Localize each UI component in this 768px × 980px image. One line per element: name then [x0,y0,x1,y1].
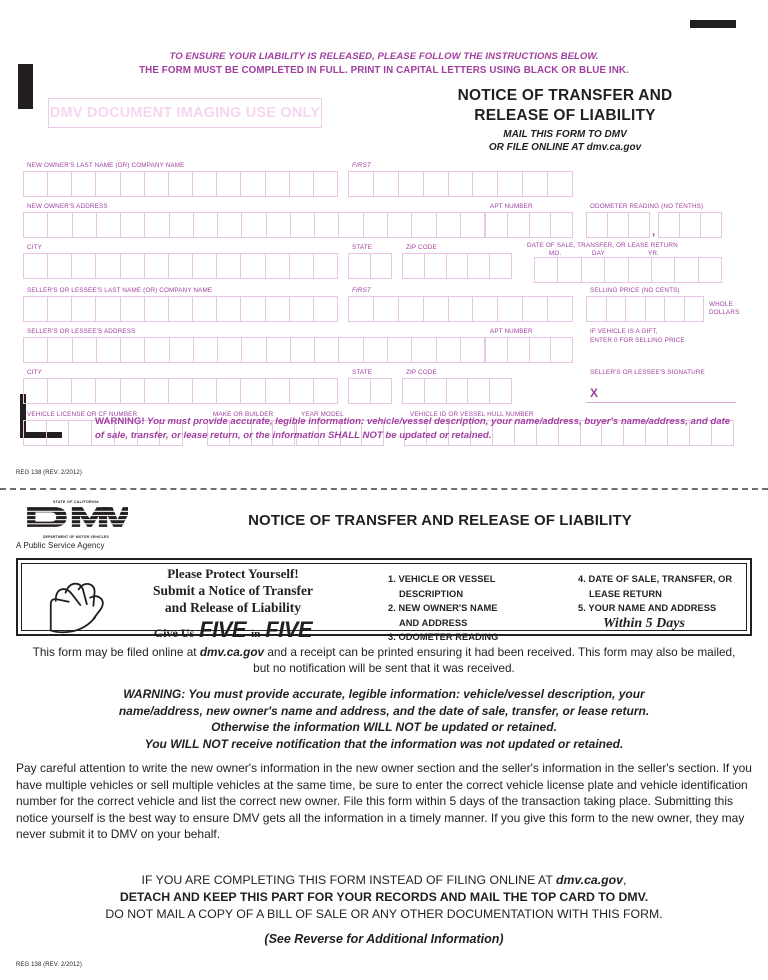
warning-para-line-2: name/address, new owner's name and address, and the date of sale, transfer, or lease return. [118,703,650,718]
subtitle-online [390,141,740,154]
field-cell[interactable] [467,378,489,404]
field-cell[interactable] [348,296,373,322]
field-cell[interactable] [446,253,468,279]
instruction-line-2: THE FORM MUST BE COMPLETED IN FULL. PRINT IN CAPITAL LETTERS USING BLACK OR BLUE INK. [139,65,629,76]
field-cell[interactable] [313,296,338,322]
field-cell[interactable] [446,378,468,404]
field-new-owner-state[interactable] [348,253,392,279]
field-seller-first[interactable] [348,296,573,322]
field-cell[interactable] [507,337,529,363]
label-odometer-reading: ODOMETER READING (NO TENTHS) [590,203,704,210]
field-seller-city[interactable] [23,378,338,404]
label-buyer-city: CITY [27,244,42,251]
label-date-mo: MO. [549,250,562,257]
field-cell[interactable] [607,212,628,238]
open-hand-icon [36,576,118,634]
label-date-yr: YR. [648,250,659,257]
field-cell[interactable] [547,171,573,197]
dmv-wordmark-icon [24,504,128,530]
field-cell[interactable] [497,296,522,322]
field-cell[interactable] [529,212,551,238]
field-cell[interactable] [398,171,423,197]
warning-paragraph [28,686,740,752]
title-line-1: NOTICE OF TRANSFER AND [457,87,673,104]
label-vehicle-id: VEHICLE ID OR VESSEL HULL NUMBER [410,411,534,418]
field-cell[interactable] [645,296,665,322]
field-cell[interactable] [72,337,96,363]
field-cell[interactable] [684,296,705,322]
field-cell[interactable] [241,212,265,238]
field-cell[interactable] [266,212,290,238]
field-cell[interactable] [338,212,362,238]
field-cell[interactable] [168,296,192,322]
field-cell[interactable] [424,378,446,404]
in-word: in [251,628,261,640]
label-gift-note-line1: IF VEHICLE IS A GIFT, [590,328,658,335]
logo-state-text: STATE OF CALIFORNIA [52,500,100,504]
field-cell[interactable] [651,257,674,283]
instruction-line-1: TO ENSURE YOUR LIABILITY IS RELEASED, PLEASE FOLLOW THE INSTRUCTIONS BELOW. [169,51,599,62]
field-cell[interactable] [348,253,370,279]
field-cell[interactable] [23,212,47,238]
label-seller-city: CITY [27,369,42,376]
see-reverse-note: (See Reverse for Additional Information) [264,932,504,946]
field-cell[interactable] [144,171,168,197]
field-cell[interactable] [168,253,192,279]
field-cell[interactable] [460,337,485,363]
field-cell[interactable] [485,337,507,363]
list-item: 1. VEHICLE OR VESSEL [388,574,496,584]
detach-line-3: DO NOT MAIL A COPY OF A BILL OF SALE OR ANY OTHER DOCUMENTATION WITH THIS FORM. [105,907,663,921]
label-year-model: YEAR MODEL [301,411,344,418]
field-cell[interactable] [485,212,507,238]
field-cell[interactable] [71,378,95,404]
field-seller-zip[interactable] [402,378,512,404]
label-date-of-sale: DATE OF SALE, TRANSFER, OR LEASE RETURN [527,242,678,249]
label-apt-number-seller: APT NUMBER [490,328,533,335]
field-seller-signature[interactable] [586,402,736,403]
field-cell[interactable] [216,296,240,322]
field-cell[interactable] [402,378,424,404]
label-selling-price: SELLING PRICE (NO CENTS) [590,287,680,294]
field-cell[interactable] [120,253,144,279]
field-cell[interactable] [348,171,373,197]
protect-line-2: Submit a Notice of Transfer [153,583,313,598]
label-gift-note-line2: ENTER 0 FOR SELLING PRICE [590,337,685,344]
field-cell[interactable] [411,337,435,363]
field-cell[interactable] [507,212,529,238]
field-new-owner-last-name[interactable] [23,171,338,197]
list-item: 2. NEW OWNER'S NAME [388,603,498,613]
signature-x-mark: X [590,386,599,400]
field-cell[interactable] [522,171,547,197]
field-cell[interactable] [95,171,119,197]
logo-agency-text: A Public Service Agency [16,541,105,550]
field-cell[interactable] [497,171,522,197]
field-cell[interactable] [679,212,700,238]
list-item: LEASE RETURN [589,588,662,599]
field-cell[interactable] [144,378,168,404]
field-cell[interactable] [547,296,573,322]
field-cell[interactable] [46,420,69,446]
online-para-part1: This form may be filed online at [32,645,200,659]
field-cell[interactable] [217,337,241,363]
list-item: DESCRIPTION [399,588,464,599]
label-seller-state: STATE [352,369,373,376]
field-cell[interactable] [23,296,47,322]
field-odometer-units[interactable] [658,212,722,238]
field-cell[interactable] [448,171,473,197]
field-cell[interactable] [266,337,290,363]
online-para-part2: and a receipt can be printed ensuring it had been received. This form may also be mailed, but no notification will be sent that it was received. [253,645,736,675]
online-filing-paragraph [28,644,740,676]
field-selling-price[interactable] [586,296,704,322]
dmv-website-link-detach[interactable]: dmv.ca.gov [556,873,624,887]
field-cell[interactable] [289,378,313,404]
label-seller-last-name: SELLER'S OR LESSEE'S LAST NAME (OR) COMPANY NAME [27,287,213,294]
bottom-sheet-title: NOTICE OF TRANSFER AND RELEASE OF LIABILITY [248,512,632,529]
field-cell[interactable] [193,337,217,363]
field-cell[interactable] [144,253,168,279]
field-cell[interactable] [216,253,240,279]
top-card-title-block [390,86,740,154]
label-seller-zip: ZIP CODE [406,369,437,376]
field-new-owner-first[interactable] [348,171,573,197]
label-date-day: DAY [592,250,605,257]
detach-line1-suffix: , [623,873,627,887]
field-new-owner-city[interactable] [23,253,338,279]
field-cell[interactable] [436,212,460,238]
dmv-logo [16,500,134,550]
field-cell[interactable] [192,296,216,322]
field-cell[interactable] [628,212,650,238]
label-new-owner-first: FIRST [352,162,371,169]
protect-line-3: and Release of Liability [164,600,302,615]
field-cell[interactable] [423,171,448,197]
field-seller-apt[interactable] [485,337,573,363]
field-cell[interactable] [290,212,314,238]
field-cell[interactable] [628,257,651,283]
dmv-imaging-use-box [48,98,322,128]
field-cell[interactable] [586,212,607,238]
title-line-2: RELEASE OF LIABILITY [474,107,656,124]
protect-yourself-message [118,566,348,643]
field-cell[interactable] [192,171,216,197]
field-cell[interactable] [71,296,95,322]
detach-line1-prefix: IF YOU ARE COMPLETING THIS FORM INSTEAD OF FILING ONLINE AT [141,873,557,887]
field-cell[interactable] [290,337,314,363]
field-cell[interactable] [586,296,606,322]
field-cell[interactable] [240,296,264,322]
field-cell[interactable] [460,212,485,238]
field-cell[interactable] [47,378,71,404]
field-cell[interactable] [557,257,580,283]
field-cell[interactable] [216,171,240,197]
field-cell[interactable] [604,257,627,283]
field-cell[interactable] [370,253,393,279]
field-cell[interactable] [193,212,217,238]
field-cell[interactable] [265,171,289,197]
field-date-of-sale[interactable] [534,257,722,283]
field-cell[interactable] [169,337,193,363]
field-new-owner-zip[interactable] [402,253,512,279]
field-cell[interactable] [625,296,645,322]
field-cell[interactable] [23,253,47,279]
field-seller-state[interactable] [348,378,392,404]
field-cell[interactable] [216,378,240,404]
field-cell[interactable] [700,212,722,238]
field-cell[interactable] [698,257,722,283]
field-cell[interactable] [313,253,338,279]
give-us-five-in-five [118,617,348,643]
field-cell[interactable] [550,212,573,238]
list-item: AND ADDRESS [399,617,468,628]
field-cell[interactable] [370,378,393,404]
field-cell[interactable] [168,378,192,404]
field-cell[interactable] [522,296,547,322]
field-cell[interactable] [47,337,71,363]
instructions-body-paragraph: Pay careful attention to write the new owner's information in the new owner section and the seller's information in the seller's section. If you have multiple vehicles or sell multiple vehicles at the same time, be sure to enter the correct vehicle license plate and vehicle identification number for the correct vehicle and list the correct new owner. File this form within 5 days of the transaction taking place. Submitting this notice yourself is the best way to ensure DMV gets all the information in a timely manner. If you give this form to the new owner, they may never submit it to DMV on your behalf. [16,761,752,841]
field-cell[interactable] [240,171,264,197]
field-cell[interactable] [95,378,119,404]
five-items-left-column [388,572,568,645]
field-cell[interactable] [289,296,313,322]
warning-label: WARNING! [95,416,145,427]
field-cell[interactable] [424,253,446,279]
label-whole-dollars-line1: WHOLE [709,301,733,308]
field-cell[interactable] [217,212,241,238]
field-cell[interactable] [68,420,91,446]
field-cell[interactable] [436,337,460,363]
label-make-or-builder: MAKE OR BUILDER [213,411,274,418]
field-cell[interactable] [664,296,684,322]
field-cell[interactable] [338,337,362,363]
subtitle-online-prefix: OR FILE ONLINE AT [488,142,587,153]
field-cell[interactable] [71,253,95,279]
detach-instructions [16,872,752,923]
list-item: 3. ODOMETER READING [388,632,499,642]
warning-para-line-3: Otherwise the information WILL NOT be updated or retained. [211,720,557,734]
dmv-website-link-body[interactable]: dmv.ca.gov [199,645,265,659]
field-cell[interactable] [363,212,387,238]
field-cell[interactable] [489,253,512,279]
field-cell[interactable] [240,253,264,279]
five-word-first: FIVE [199,617,247,642]
field-cell[interactable] [144,337,168,363]
transfer-form-card [0,158,768,420]
detach-line-2: DETACH AND KEEP THIS PART FOR YOUR RECORDS AND MAIL THE TOP CARD TO DMV. [119,890,649,904]
list-item: 5. YOUR NAME AND ADDRESS [578,603,717,613]
field-cell[interactable] [95,296,119,322]
warning-para-line-4: You WILL NOT receive notification that the information was not updated or retained. [144,736,624,751]
field-cell[interactable] [168,171,192,197]
label-vehicle-license: VEHICLE LICENSE OR CF NUMBER [27,411,138,418]
warning-para-line-1: WARNING: You must provide accurate, legible information: vehicle/vessel description, your [123,687,645,701]
field-cell[interactable] [23,378,47,404]
logo-department-text: DEPARTMENT OF MOTOR VEHICLES [43,535,109,539]
detach-cut-line [0,488,768,490]
field-cell[interactable] [23,420,46,446]
field-new-owner-address[interactable] [23,212,485,238]
field-cell[interactable] [606,296,626,322]
field-cell[interactable] [47,171,71,197]
detach-line-1 [16,872,752,889]
field-cell[interactable] [674,257,697,283]
field-cell[interactable] [120,378,144,404]
dmv-imaging-use-label: DMV DOCUMENT IMAGING USE ONLY [49,105,321,121]
label-whole-dollars-line2: DOLLARS [709,309,740,316]
field-cell[interactable] [120,171,144,197]
field-seller-last-name[interactable] [23,296,338,322]
five-items-right-column [578,572,768,616]
field-cell[interactable] [96,212,120,238]
warning-body: You must provide accurate, legible information: vehicle/vessel description, your name/address, buyer's name/address, and date of sale, transfer, or lease return, or the information SHALL NOT be updated or retained. [95,416,731,441]
label-new-owner-address: NEW OWNER'S ADDRESS [27,203,108,210]
label-buyer-zip: ZIP CODE [406,244,437,251]
field-cell[interactable] [534,257,557,283]
field-cell[interactable] [398,296,423,322]
field-cell[interactable] [23,171,47,197]
field-cell[interactable] [23,337,47,363]
field-odometer-thousands[interactable] [586,212,650,238]
field-seller-address[interactable] [23,337,485,363]
alignment-bar-mark [18,64,33,109]
label-seller-signature: SELLER'S OR LESSEE'S SIGNATURE [590,369,705,376]
form-code-bottom: REG 138 (REV. 2/2012) [16,962,82,968]
field-cell[interactable] [658,212,679,238]
field-cell[interactable] [265,253,289,279]
field-cell[interactable] [120,296,144,322]
field-cell[interactable] [550,337,573,363]
field-cell[interactable] [529,337,551,363]
field-cell[interactable] [472,171,497,197]
field-cell[interactable] [313,378,338,404]
registration-mark-top [690,20,736,28]
field-cell[interactable] [402,253,424,279]
field-cell[interactable] [47,253,71,279]
field-cell[interactable] [120,212,144,238]
field-cell[interactable] [192,253,216,279]
field-cell[interactable] [387,337,411,363]
field-cell[interactable] [472,296,497,322]
field-cell[interactable] [448,296,473,322]
field-cell[interactable] [241,337,265,363]
label-seller-address: SELLER'S OR LESSEE'S ADDRESS [27,328,136,335]
field-cell[interactable] [240,378,264,404]
field-cell[interactable] [467,253,489,279]
field-cell[interactable] [120,337,144,363]
field-cell[interactable] [387,212,411,238]
field-cell[interactable] [192,378,216,404]
top-card-warning [95,415,735,442]
field-cell[interactable] [72,212,96,238]
field-cell[interactable] [581,257,604,283]
field-cell[interactable] [144,296,168,322]
field-cell[interactable] [411,212,435,238]
field-cell[interactable] [289,171,313,197]
label-apt-number-buyer: APT NUMBER [490,203,533,210]
list-item: 4. DATE OF SALE, TRANSFER, OR [578,574,733,584]
field-cell[interactable] [289,253,313,279]
form-code-top: REG 138 (REV. 2/2012) [16,470,82,476]
label-buyer-state: STATE [352,244,373,251]
field-cell[interactable] [348,378,370,404]
field-cell[interactable] [489,378,512,404]
protect-line-1: Please Protect Yourself! [167,566,299,581]
field-cell[interactable] [373,296,398,322]
field-new-owner-apt[interactable] [485,212,573,238]
field-cell[interactable] [144,212,168,238]
subtitle-mail: MAIL THIS FORM TO DMV [503,129,627,140]
give-us-label: Give Us [153,626,195,640]
label-seller-first: FIRST [352,287,371,294]
field-cell[interactable] [47,296,71,322]
odometer-comma: , [652,226,656,238]
five-in-five-box [16,558,752,642]
top-instructions [0,50,768,78]
field-cell[interactable] [265,378,289,404]
field-cell[interactable] [314,337,338,363]
within-five-days-text: Within 5 Days [603,616,685,631]
five-word-second: FIVE [265,617,313,642]
field-cell[interactable] [95,253,119,279]
field-cell[interactable] [313,171,338,197]
field-cell[interactable] [265,296,289,322]
field-cell[interactable] [423,296,448,322]
field-cell[interactable] [71,171,95,197]
field-cell[interactable] [169,212,193,238]
field-cell[interactable] [373,171,398,197]
dmv-website-link-top[interactable]: dmv.ca.gov [586,142,642,153]
label-new-owner-last-name: NEW OWNER'S LAST NAME (OR) COMPANY NAME [27,162,185,169]
field-cell[interactable] [314,212,338,238]
field-cell[interactable] [96,337,120,363]
field-cell[interactable] [47,212,71,238]
field-cell[interactable] [363,337,387,363]
